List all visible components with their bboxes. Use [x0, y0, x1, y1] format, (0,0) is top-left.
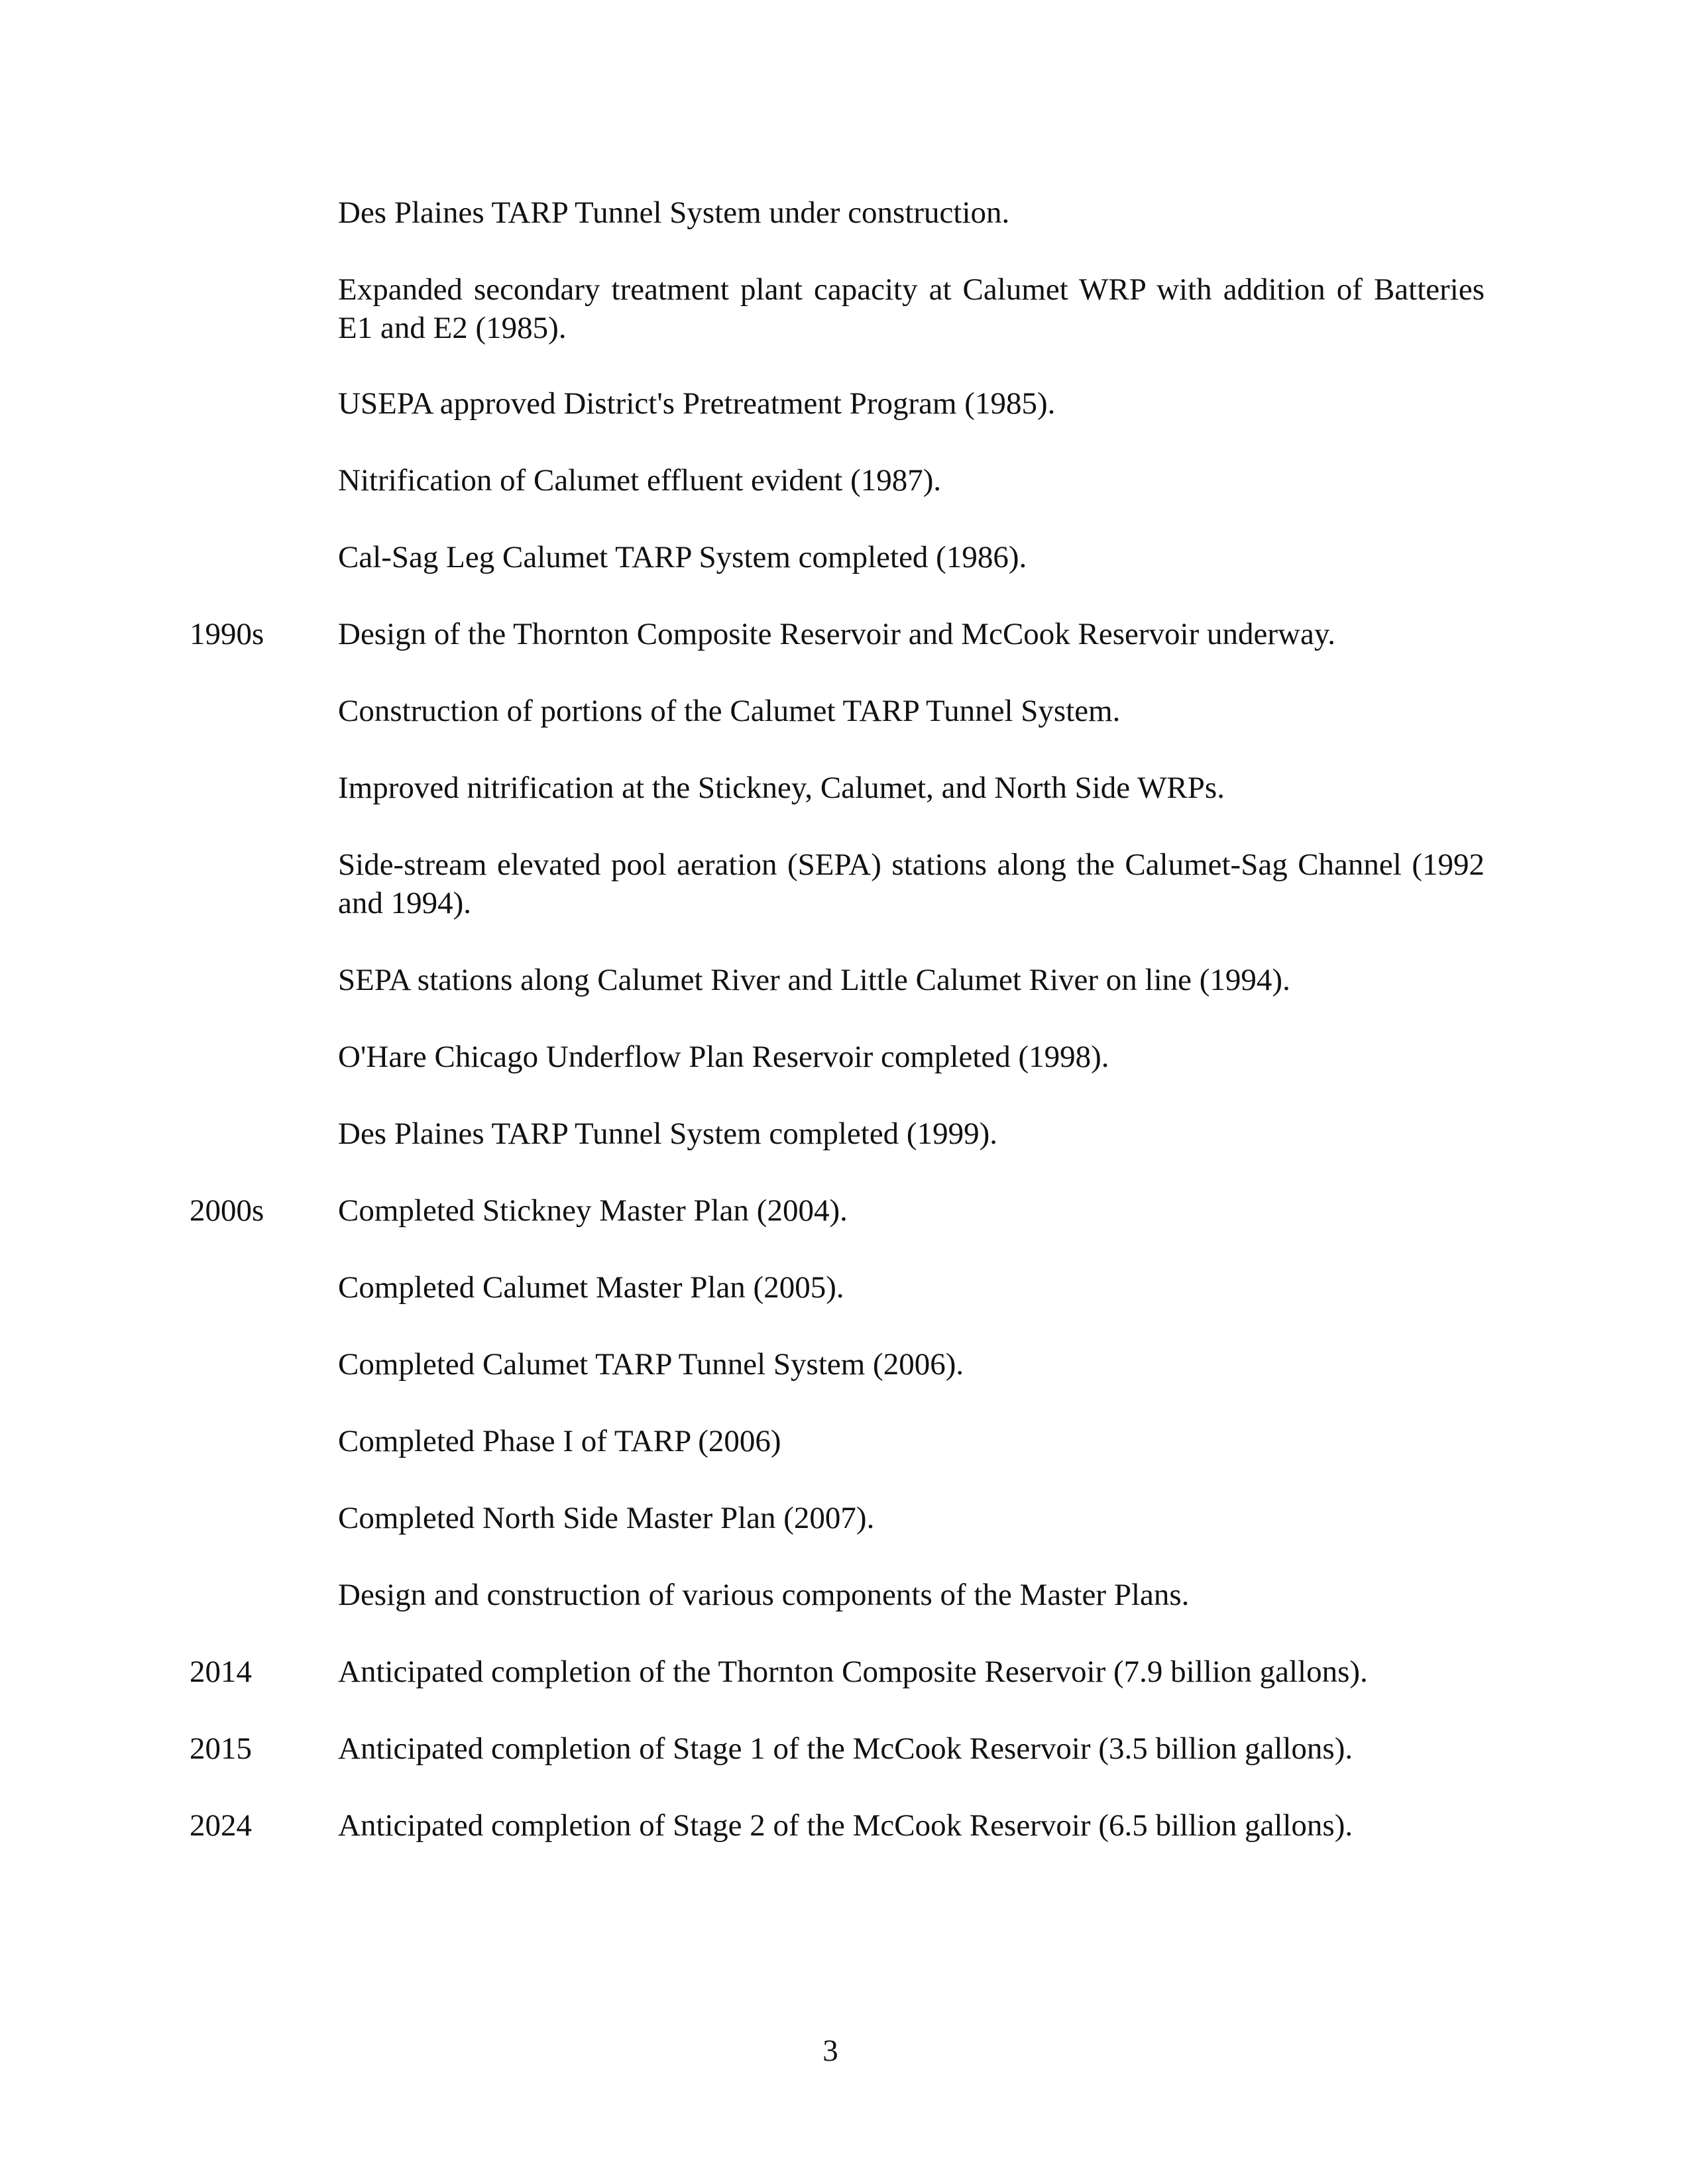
entry-year: 2014: [190, 1655, 252, 1689]
entry-year: 2024: [190, 1808, 252, 1843]
entry-text: Completed Calumet TARP Tunnel System (2006).: [338, 1347, 964, 1382]
entry-text: Anticipated completion of Stage 2 of the McCook Reservoir (6.5 billion gallons).: [338, 1808, 1353, 1843]
entry-text: Des Plaines TARP Tunnel System completed (1999).: [338, 1117, 997, 1151]
entry-text: Expanded secondary treatment plant capacity at Calumet WRP with addition of Batteries E1 and E2 (1985).: [338, 272, 1485, 345]
entry-text: USEPA approved District's Pretreatment Program (1985).: [338, 386, 1056, 421]
entry-text: Design of the Thornton Composite Reservoir and McCook Reservoir underway.: [338, 617, 1336, 651]
entry-text: Anticipated completion of the Thornton Composite Reservoir (7.9 billion gallons).: [338, 1655, 1368, 1689]
entry-text: Design and construction of various components of the Master Plans.: [338, 1578, 1190, 1612]
entry-text: Improved nitrification at the Stickney, Calumet, and North Side WRPs.: [338, 771, 1225, 805]
entry-text: Cal-Sag Leg Calumet TARP System completed (1986).: [338, 540, 1027, 574]
entry-text: Anticipated completion of Stage 1 of the McCook Reservoir (3.5 billion gallons).: [338, 1731, 1353, 1766]
entry-text: Des Plaines TARP Tunnel System under construction.: [338, 195, 1010, 230]
entry-year: 1990s: [190, 617, 264, 651]
entry-text: Side-stream elevated pool aeration (SEPA) stations along the Calumet-Sag Channel (1992 and 1994).: [338, 847, 1485, 920]
entry-text: Completed Calumet Master Plan (2005).: [338, 1270, 844, 1305]
entry-text: SEPA stations along Calumet River and Little Calumet River on line (1994).: [338, 963, 1290, 997]
entry-text: Completed Phase I of TARP (2006): [338, 1424, 781, 1458]
entry-text: Nitrification of Calumet effluent evident (1987).: [338, 463, 942, 498]
entry-text: Construction of portions of the Calumet TARP Tunnel System.: [338, 694, 1121, 728]
entry-text: Completed Stickney Master Plan (2004).: [338, 1193, 848, 1228]
entry-year: 2015: [190, 1731, 252, 1766]
entry-year: 2000s: [190, 1193, 264, 1228]
entry-text: O'Hare Chicago Underflow Plan Reservoir completed (1998).: [338, 1040, 1109, 1074]
page-number: 3: [822, 2034, 838, 2068]
entry-text: Completed North Side Master Plan (2007).: [338, 1501, 875, 1535]
